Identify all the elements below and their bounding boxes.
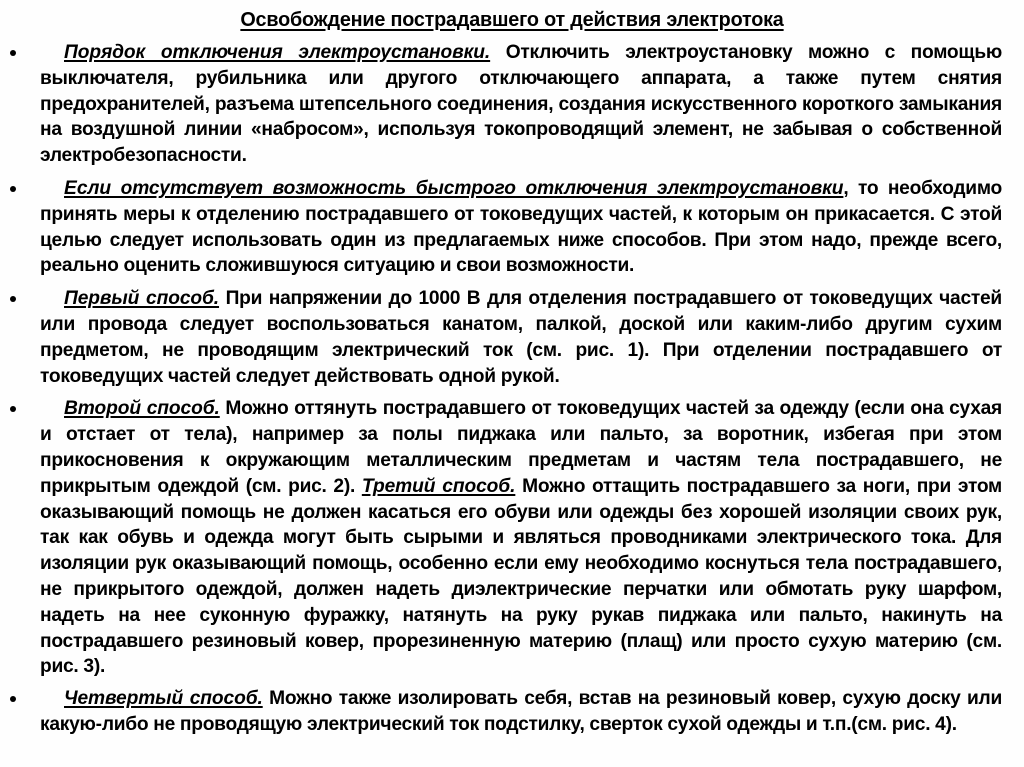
list-item	[0, 40, 1024, 169]
bullet-lead-phrase: Первый способ.	[64, 288, 220, 310]
instruction-bullet-list	[0, 40, 1024, 738]
list-item	[0, 686, 1024, 738]
bullet-lead-phrase: Второй способ.	[64, 398, 220, 420]
bullet-body-text: Можно оттянуть пострадавшего от токоведущих частей за одежду (если она сухая и отстает от тела), например за полы пиджака или пальто, за воротник, избегая при этом прикосновения к окружающим металлическим предметам и частям тела пострадавшего, не прикрытым одеждой (см. рис. 2).	[40, 398, 1002, 497]
bullet-body-text: Отключить электроустановку можно с помощью выключателя, рубильника или другого отключающего аппарата, а также путем снятия предохранителей, разъема штепсельного соединения, создания искусственного короткого замыкания на воздушной линии «набросом», используя токопроводящий элемент, не забывая о собственной электробезопасности.	[40, 42, 1003, 167]
bullet-lead-phrase: Порядок отключения электроустановки.	[64, 42, 491, 63]
bullet-body-text: При напряжении до 1000 В для отделения пострадавшего от токоведущих частей или провода следует воспользоваться канатом, палкой, доской или каким-либо другим сухим предметом, не проводящим электрический ток (см. рис. 1). При отделении пострадавшего от токоведущих частей следует действовать одной рукой.	[40, 288, 1002, 387]
bullet-lead-phrase: Если отсутствует возможность быстрого отключения электроустановки	[64, 177, 844, 199]
list-item	[0, 286, 1024, 389]
bullet-lead-phrase-secondary: Третий способ.	[361, 475, 516, 497]
bullet-body-text: , то необходимо принять меры к отделению пострадавшего от токоведущих частей, к которым он прикасается. С этой целью следует использовать один из предлагаемых ниже способов. При этом надо, прежде всего, реально оценить сложившуюся ситуацию и свои возможности.	[40, 177, 1002, 277]
bullet-body-text: Можно также изолировать себя, встав на резиновый ковер, сухую доску или какую-либо не проводящую электрический ток подстилку, сверток сухой одежды и т.п.(см. рис. 4).	[40, 688, 1002, 735]
list-item	[0, 176, 1024, 279]
bullet-lead-phrase: Четвертый способ.	[64, 688, 263, 710]
page-title: Освобождение пострадавшего от действия электротока	[240, 8, 784, 31]
bullet-body-text-secondary: Можно оттащить пострадавшего за ноги, при этом оказывающий помощь не должен касаться его обуви или одежды без хорошей изоляции своих рук, так как обувь и одежда могут быть сырыми и являться проводниками электрического тока. Для изоляции рук оказывающий помощь, особенно если ему необходимо коснуться тела пострадавшего, не прикрытого одеждой, должен надеть диэлектрические перчатки или обмотать руку шарфом, надеть на нее суконную фуражку, натянуть на руку рукав пиджака или пальто, накинуть на пострадавшего резиновый ковер, прорезиненную материю (плащ) или просто сухую материю (см. рис. 3).	[40, 475, 1002, 678]
list-item	[0, 396, 1024, 680]
